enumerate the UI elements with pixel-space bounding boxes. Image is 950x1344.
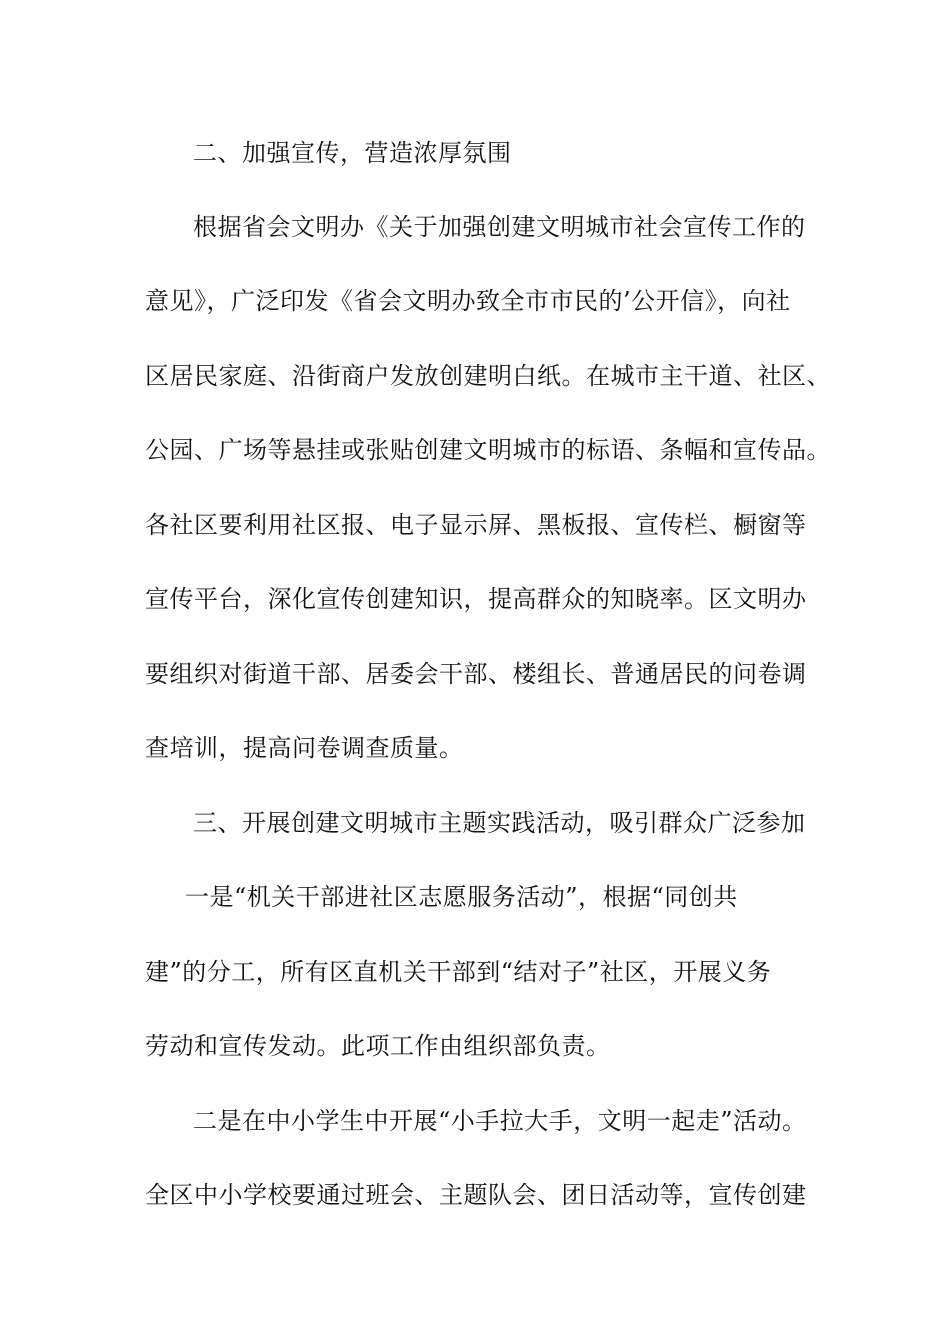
paragraph-line: 全区中小学校要通过班会、主题队会、团日活动等，宣传创建 (145, 1181, 807, 1209)
paragraph-line: 区居民家庭、沿街商户发放创建明白纸。在城市主干道、社区、 (145, 362, 831, 390)
paragraph-line: 要组织对街道干部、居委会干部、楼组长、普通居民的问卷调 (145, 660, 807, 688)
paragraph-line: 建”的分工，所有区直机关干部到“结对子”社区，开展义务 (145, 958, 772, 986)
paragraph-line: 一是“机关干部进社区志愿服务活动”，根据“同创共 (185, 883, 738, 911)
section-heading-3: 三、开展创建文明城市主题实践活动，吸引群众广泛参加 (193, 809, 806, 837)
paragraph-line: 意见》，广泛印发《省会文明办致全市市民的’公开信》，向社 (145, 287, 791, 315)
paragraph-line: 公园、广场等悬挂或张贴创建文明城市的标语、条幅和宣传品。 (145, 436, 831, 464)
paragraph-line: 各社区要利用社区报、电子显示屏、黑板报、宣传栏、橱窗等 (145, 511, 807, 539)
paragraph-line: 查培训，提高问卷调查质量。 (145, 734, 464, 762)
paragraph-line: 劳动和宣传发动。此项工作由组织部负责。 (145, 1032, 611, 1060)
paragraph-line: 宣传平台，深化宣传创建知识，提高群众的知晓率。区文明办 (145, 585, 807, 613)
paragraph-line: 二是在中小学生中开展“小手拉大手，文明一起走”活动。 (193, 1107, 807, 1135)
paragraph-line: 根据省会文明办《关于加强创建文明城市社会宣传工作的 (193, 213, 806, 241)
section-heading-2: 二、加强宣传，营造浓厚氛围 (193, 139, 512, 167)
